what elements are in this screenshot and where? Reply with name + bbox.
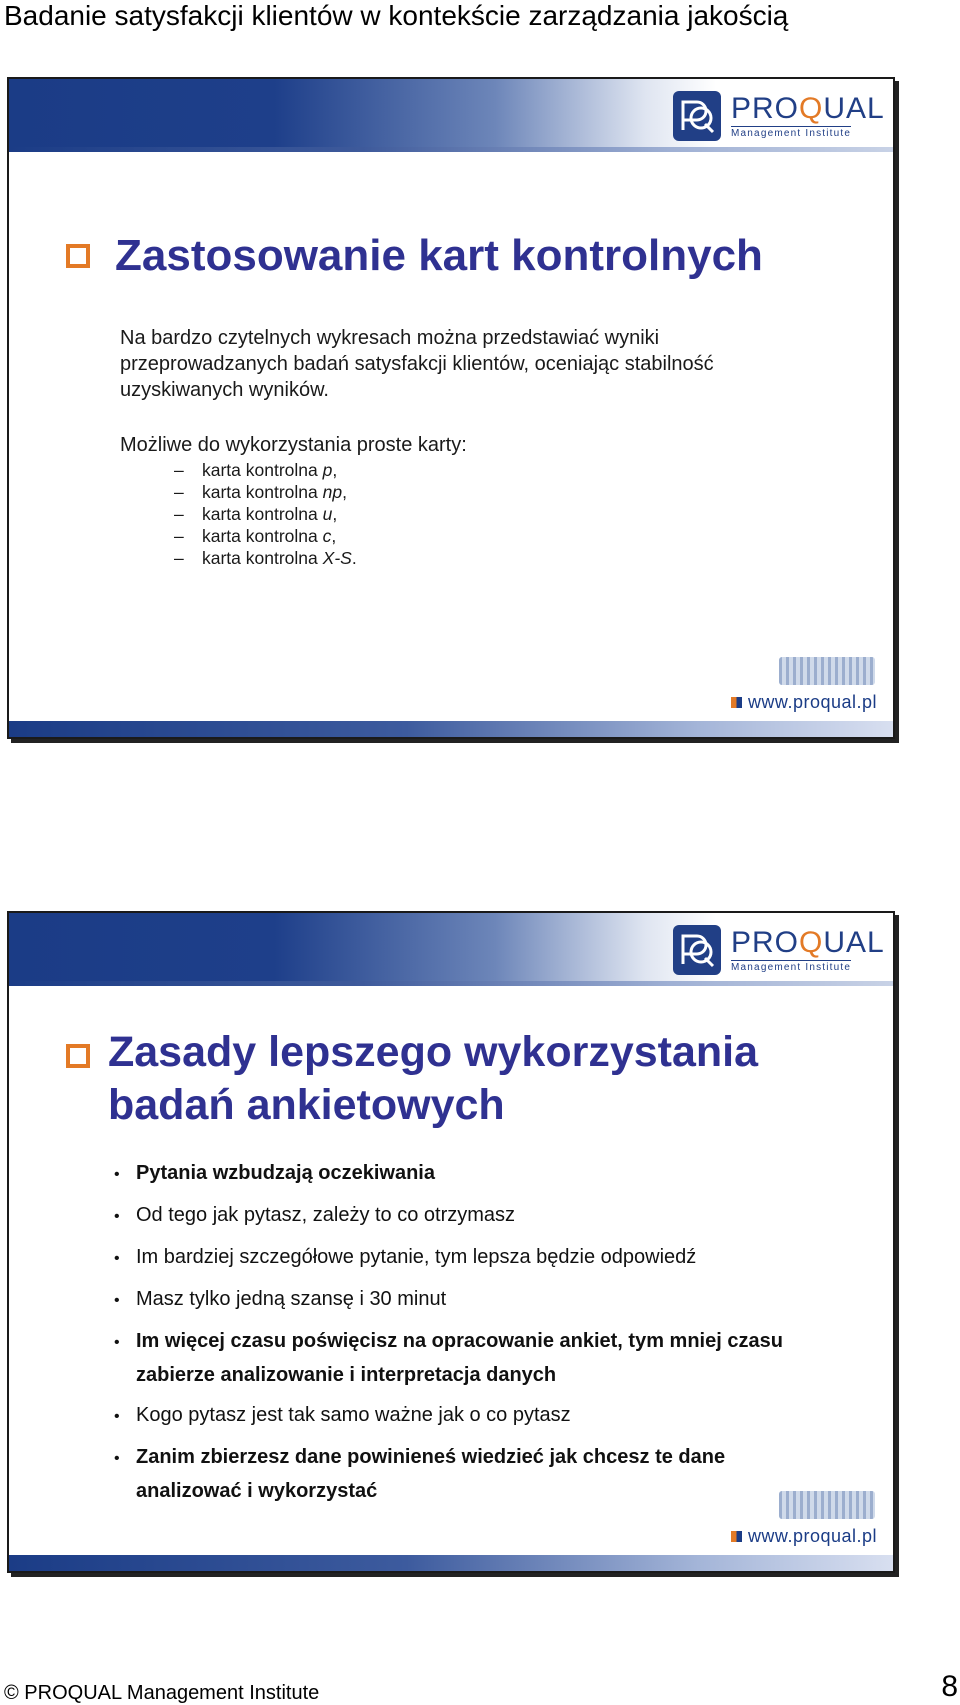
bullet-text: Im bardziej szczegółowe pytanie, tym lepsza będzie odpowiedź bbox=[136, 1246, 697, 1268]
slide-footer-band bbox=[9, 1555, 893, 1571]
list-item bbox=[114, 1324, 834, 1392]
bullet-text: Od tego jak pytasz, zależy to co otrzymasz bbox=[136, 1204, 516, 1226]
item-variable: X-S bbox=[322, 548, 352, 568]
item-suffix: , bbox=[332, 460, 338, 480]
logo-wordmark bbox=[731, 927, 885, 959]
website-row bbox=[731, 691, 877, 713]
dash-icon bbox=[174, 547, 202, 569]
list-item bbox=[174, 481, 357, 503]
logo-text-part2: UAL bbox=[823, 926, 885, 959]
slide-header-line bbox=[9, 147, 893, 152]
item-suffix: . bbox=[351, 548, 357, 568]
website-badge bbox=[717, 1491, 877, 1547]
bullet-icon bbox=[114, 1240, 136, 1276]
bullet-icon bbox=[114, 1156, 136, 1192]
list-item bbox=[174, 459, 357, 481]
item-suffix: , bbox=[331, 526, 337, 546]
dash-icon bbox=[174, 481, 202, 503]
item-prefix: karta kontrolna bbox=[202, 482, 318, 502]
bullet-icon bbox=[114, 1398, 136, 1434]
list-item bbox=[174, 503, 357, 525]
page-number: 8 bbox=[941, 1670, 958, 1703]
list-item bbox=[114, 1398, 834, 1434]
item-suffix: , bbox=[342, 482, 347, 502]
item-variable: p bbox=[322, 460, 333, 480]
list-item bbox=[114, 1198, 834, 1234]
list-item bbox=[174, 525, 357, 547]
list-item bbox=[114, 1282, 834, 1318]
bullet-text: Zanim zbierzesz dane powinieneś wiedzieć jak chcesz te dane analizować i wykorzystać bbox=[136, 1446, 726, 1502]
logo-text-accent: Q bbox=[799, 926, 824, 959]
website-link[interactable]: www.proqual.pl bbox=[747, 692, 877, 712]
dash-icon bbox=[174, 503, 202, 525]
bullet-icon bbox=[114, 1440, 136, 1508]
bullet-text: Im więcej czasu poświęcisz na opracowanie ankiet, tym mniej czasu zabierze analizowanie i interpretacja danych bbox=[136, 1330, 783, 1386]
buildings-illustration-icon bbox=[779, 657, 875, 685]
slide-title-row bbox=[66, 229, 763, 283]
website-link[interactable]: www.proqual.pl bbox=[747, 1526, 877, 1546]
paragraph-cards-lead: Możliwe do wykorzystania proste karty: bbox=[120, 434, 467, 456]
logo-subtitle: Management Institute bbox=[731, 962, 852, 973]
bullet-icon bbox=[114, 1324, 136, 1392]
item-prefix: karta kontrolna bbox=[202, 460, 318, 480]
logo-text-part1: PRO bbox=[731, 92, 800, 125]
pq-monogram-logo-icon bbox=[673, 91, 721, 141]
list-item bbox=[114, 1240, 834, 1276]
logo-text-part2: UAL bbox=[823, 92, 885, 125]
list-item bbox=[114, 1156, 834, 1192]
website-badge bbox=[717, 657, 877, 713]
paragraph-intro: Na bardzo czytelnych wykresach można przedstawiać wyniki przeprowadzanych badań satysfakcji klientów, oceniając stabilność uzyskiwanych wyników. bbox=[120, 327, 714, 401]
slide-title: Zasady lepszego wykorzystania badań ankietowych bbox=[108, 1028, 759, 1129]
logo-text-accent: Q bbox=[799, 92, 824, 125]
item-suffix: , bbox=[332, 504, 338, 524]
item-variable: u bbox=[322, 504, 333, 524]
page-header: Badanie satysfakcji klientów w kontekście zarządzania jakością bbox=[4, 0, 789, 31]
list-item bbox=[174, 547, 357, 569]
dash-icon bbox=[174, 459, 202, 481]
principles-list bbox=[114, 1156, 834, 1514]
website-row bbox=[731, 1525, 877, 1547]
dash-icon bbox=[174, 525, 202, 547]
proqual-logo bbox=[673, 91, 885, 143]
slide-2 bbox=[7, 911, 895, 1573]
slide-title: Zastosowanie kart kontrolnych bbox=[115, 231, 763, 280]
item-variable: np bbox=[322, 482, 343, 502]
bullet-text: Kogo pytasz jest tak samo ważne jak o co pytasz bbox=[136, 1404, 571, 1426]
item-prefix: karta kontrolna bbox=[202, 526, 318, 546]
slide-1 bbox=[7, 77, 895, 739]
bullet-icon bbox=[114, 1282, 136, 1318]
bullet-text: Pytania wzbudzają oczekiwania bbox=[136, 1162, 435, 1184]
control-chart-list bbox=[174, 459, 357, 569]
logo-text-part1: PRO bbox=[731, 926, 800, 959]
footer-copyright: © PROQUAL Management Institute bbox=[4, 1682, 320, 1704]
item-variable: c bbox=[322, 526, 332, 546]
bullet-icon bbox=[114, 1198, 136, 1234]
bullet-text: Masz tylko jedną szansę i 30 minut bbox=[136, 1288, 447, 1310]
item-prefix: karta kontrolna bbox=[202, 548, 318, 568]
buildings-illustration-icon bbox=[779, 1491, 875, 1519]
square-flag-icon bbox=[731, 697, 742, 708]
square-outline-icon bbox=[66, 1044, 90, 1068]
logo-wordmark bbox=[731, 93, 885, 125]
slide-title-row bbox=[66, 958, 768, 1132]
logo-subtitle: Management Institute bbox=[731, 128, 852, 139]
item-prefix: karta kontrolna bbox=[202, 504, 318, 524]
slide-footer-band bbox=[9, 721, 893, 737]
square-flag-icon bbox=[731, 1531, 742, 1542]
square-outline-icon bbox=[66, 244, 90, 268]
